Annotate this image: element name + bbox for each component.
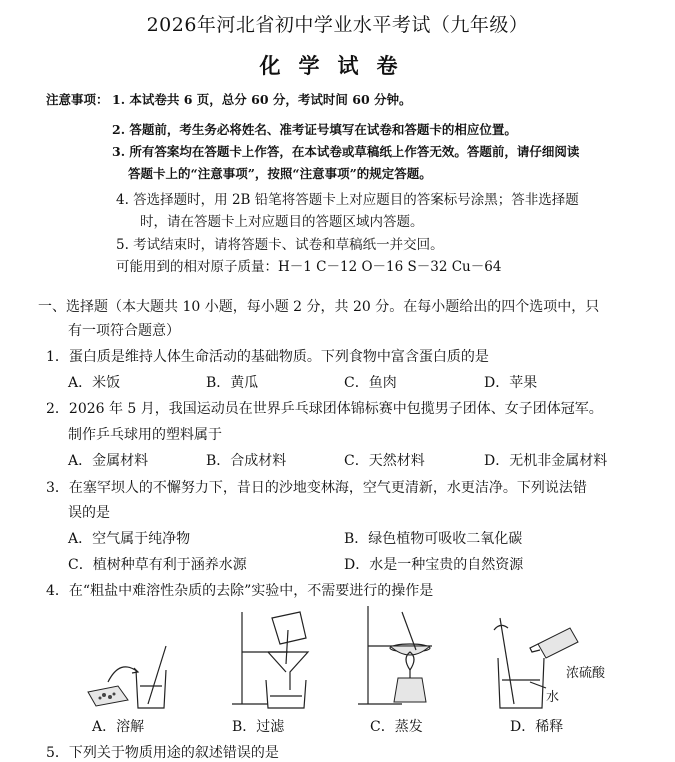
paper-subtitle: 化学试卷 xyxy=(259,53,416,78)
question-1-stem: 1．蛋白质是维持人体生命活动的基础物质。下列食物中富含蛋白质的是 xyxy=(46,349,489,365)
notice-item-4: 4. 答选择题时，用 2B 铅笔将答题卡上对应题目的答案标号涂黑；答非选择题 xyxy=(116,192,579,208)
q3-option-d: D．水是一种宝贵的自然资源 xyxy=(344,557,524,573)
pouring-beaker xyxy=(272,612,306,644)
q1-option-a: A．米饭 xyxy=(68,375,121,391)
q3-option-a: A．空气属于纯净物 xyxy=(68,531,191,547)
glass-rod xyxy=(500,618,514,704)
q3-option-b: B．绿色植物可吸收二氧化碳 xyxy=(344,531,523,547)
label-water: 水 xyxy=(546,690,560,705)
q4-option-a: A．溶解 xyxy=(92,719,145,735)
question-3-stem-cont: 误的是 xyxy=(68,505,110,521)
paper-with-salt xyxy=(88,686,128,706)
q2-option-c: C．天然材料 xyxy=(344,453,425,469)
question-3-stem: 3．在塞罕坝人的不懈努力下，昔日的沙地变林海，空气更清新，水更洁净。下列说法错 xyxy=(46,480,587,496)
q1-option-d: D．苹果 xyxy=(484,375,538,391)
notice-item-5: 5. 考试结束时，请将答题卡、试卷和草稿纸一并交回。 xyxy=(116,237,444,253)
q1-option-c: C．鱼肉 xyxy=(344,375,397,391)
beaker xyxy=(136,670,166,708)
notice-item-2: 2. 答题前，考生务必将姓名、准考证号填写在试卷和答题卡的相应位置。 xyxy=(112,122,517,137)
label-concentrated-acid: 浓硫酸 xyxy=(566,666,606,681)
notice-item-3: 3. 所有答案均在答题卡上作答，在本试卷或草稿纸上作答无效。答题前，请仔细阅读 xyxy=(112,144,580,159)
atomic-mass-line: 可能用到的相对原子质量：H－1 C－12 O－16 S－32 Cu－64 xyxy=(116,259,502,275)
glass-rod xyxy=(148,646,166,704)
notice-item-4-cont: 时，请在答题卡上对应题目的答题区域内答题。 xyxy=(140,214,424,230)
alcohol-lamp xyxy=(394,678,426,702)
glass-rod xyxy=(286,630,288,664)
reagent-bottle xyxy=(538,628,578,658)
paper-title: 2026年河北省初中学业水平考试（九年级） xyxy=(146,14,529,36)
funnel xyxy=(268,652,308,690)
q3-option-c: C．植树种草有利于涵养水源 xyxy=(68,557,247,573)
q4-option-d: D．稀释 xyxy=(510,719,564,735)
beaker xyxy=(498,658,544,708)
section-heading: 一、选择题（本大题共 10 小题，每小题 2 分，共 20 分。在每小题给出的四个选项中，只 xyxy=(38,299,600,315)
q2-option-d: D．无机非金属材料 xyxy=(484,453,608,469)
q4-option-b: B．过滤 xyxy=(232,719,285,735)
question-2-stem-cont: 制作乒乓球用的塑料属于 xyxy=(68,427,222,443)
notice-label: 注意事项： xyxy=(46,92,109,107)
q2-option-a: A．金属材料 xyxy=(68,453,149,469)
q4-option-c: C．蒸发 xyxy=(370,719,423,735)
q2-option-b: B．合成材料 xyxy=(206,453,287,469)
figure-dissolve xyxy=(80,640,180,710)
notice-item-3-cont: 答题卡上的“注意事项”，按照“注意事项”的规定答题。 xyxy=(128,166,432,181)
evaporating-dish xyxy=(390,646,430,655)
figure-evaporate xyxy=(358,606,458,710)
question-5-stem: 5．下列关于物质用途的叙述错误的是 xyxy=(46,745,279,761)
q1-option-b: B．黄瓜 xyxy=(206,375,259,391)
receiving-beaker xyxy=(266,680,306,708)
notice-item-1: 1. 本试卷共 6 页，总分 60 分，考试时间 60 分钟。 xyxy=(112,92,412,107)
question-2-stem: 2．2026 年 5 月，我国运动员在世界乒乓球团体锦标赛中包揽男子团体、女子团体冠军。 xyxy=(46,401,603,417)
figure-filter xyxy=(228,612,328,712)
question-4-stem: 4．在“粗盐中难溶性杂质的去除”实验中，不需要进行的操作是 xyxy=(46,583,434,599)
section-heading-cont: 有一项符合题意） xyxy=(68,323,180,339)
